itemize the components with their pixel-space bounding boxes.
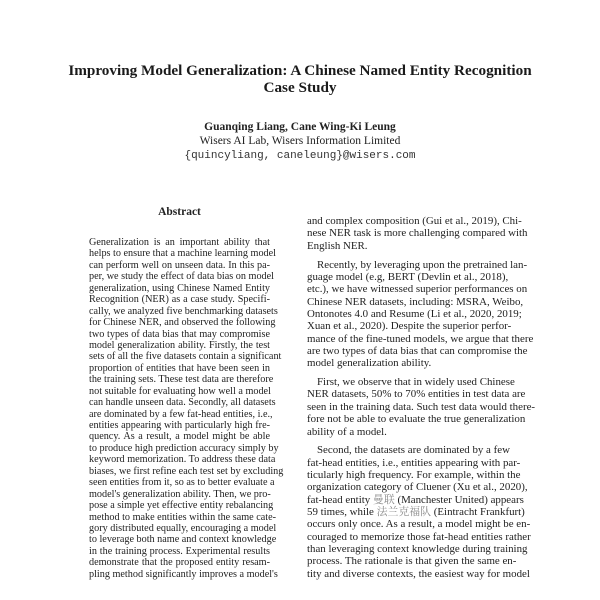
text-line: etc.), we have witnessed superior performances on <box>307 283 528 296</box>
text-line: are dominated by a few fat-head entities, i.e., <box>89 408 273 420</box>
text-line: seen in the training data. Such test data would there- <box>307 400 536 413</box>
text-line: generalization, using Chinese Named Entity <box>89 282 270 294</box>
text-line: proportion of entities that have been seen in <box>89 362 270 374</box>
title-line-2: Case Study <box>263 79 337 96</box>
text-line: Chinese NER datasets, including: MSRA, Weibo, <box>307 295 524 308</box>
text-line: demonstrate that the proposed entity resam- <box>89 557 270 569</box>
text-line: quency. As a result, a model might be able <box>89 431 270 443</box>
text-line: guage model (e.g, BERT (Devlin et al., 2018), <box>307 270 509 283</box>
text-line: cally, we analyzed five benchmarking datasets <box>89 305 278 317</box>
affiliation: Wisers AI Lab, Wisers Information Limited <box>199 135 401 147</box>
text-line: fat-head entities, i.e., entities appearing with par- <box>307 456 521 469</box>
text-line: NER datasets, 50% to 70% entities in test data are <box>307 388 526 401</box>
text-line: occurs only once. As a result, a model might be en- <box>307 518 531 531</box>
text-line: pose a simple yet effective entity rebalancing <box>89 500 274 512</box>
text-line: can perform well on unseen data. In this pa- <box>89 259 270 271</box>
paper-title <box>0 62 600 96</box>
text-line: for Chinese NER, and observed the following <box>89 317 276 329</box>
title-line-1: Improving Model Generalization: A Chinese Named Entity Recognition <box>68 62 532 79</box>
paragraph <box>89 237 284 580</box>
text-line: entities appearing with particularly high fre- <box>89 420 270 431</box>
text-line: can handle unseen data. Secondly, all datasets <box>89 397 276 409</box>
abstract-heading: Abstract <box>158 206 201 218</box>
abstract-body <box>89 237 284 580</box>
paragraph <box>307 258 534 370</box>
chinese-entity: 曼联 <box>372 493 395 506</box>
text-line: Ontonotes 4.0 and Resume (Li et al., 2020, 2019; <box>307 307 522 320</box>
text-line: Recognition (NER) as a case study. Specifi- <box>89 294 270 306</box>
text-line: not suitable for evaluating how well a model <box>89 385 271 397</box>
text-line: couraged to memorize those fat-head entities rather <box>307 530 531 543</box>
text-line: per, we study the effect of data bias on model <box>89 271 274 283</box>
authors: Guanqing Liang, Cane Wing-Ki Leung <box>204 121 396 133</box>
text-line: helps to ensure that a machine learning model <box>89 248 276 260</box>
text-line: gory distributed equally, encouraging a model <box>89 522 277 534</box>
text-line: to produce high prediction accuracy simply by <box>89 442 279 454</box>
text-line: English NER. <box>307 239 368 252</box>
text-line: and complex composition (Gui et al., 2019), Chi- <box>307 215 522 227</box>
text-line: model generalization ability. Firstly, the test <box>89 339 270 351</box>
text-line: keyword memorization. To address these data <box>89 454 276 466</box>
introduction-body <box>307 215 536 580</box>
text-line: nese NER task is more challenging compared with <box>307 227 528 240</box>
text-line: seen entities from it, so as to better evaluate a <box>89 477 275 489</box>
text-line: sets of all the five datasets contain a significant <box>89 351 282 363</box>
text-line: Recently, by leveraging upon the pretrained lan- <box>317 258 528 271</box>
text-line: are two types of data bias that can compromise the <box>307 344 528 357</box>
text-line: to leverage both name and context knowledge <box>89 534 277 546</box>
text-line: the training sets. These test data are therefore <box>89 374 274 386</box>
text-line: method to make entities within the same cate- <box>89 511 276 523</box>
text-line: ability of a model. <box>307 425 387 438</box>
paragraph <box>307 444 531 580</box>
text-line: Generalization is an important ability that <box>89 237 270 248</box>
text-line: process. The rationale is that given the same en- <box>307 555 517 568</box>
paragraph <box>307 215 528 252</box>
chinese-entity: 法兰克福队 <box>376 506 432 519</box>
text-line: pling method significantly improves a model's <box>89 568 278 580</box>
text-line: Second, the datasets are dominated by a few <box>317 444 510 457</box>
email: {quincyliang, caneleung}@wisers.com <box>184 150 416 162</box>
text-line: tity and diverse contexts, the easiest way for model <box>307 567 530 580</box>
text-line: two types of data bias that may compromise <box>89 328 270 340</box>
text-line: than leveraging context knowledge during training <box>307 543 528 556</box>
text-line: Xuan et al., 2020). Despite the superior perfor- <box>307 320 512 333</box>
text-line: model's generalization ability. Then, we pro- <box>89 488 271 500</box>
text-line: in the training process. Experimental results <box>89 545 270 557</box>
text-line: model generalization ability. <box>307 357 432 370</box>
text-line: ticularly high frequency. For example, within the <box>307 469 521 482</box>
text-line: fore not be able to evaluate the true generalization <box>307 413 526 426</box>
paragraph <box>307 376 536 438</box>
text-line: biases, we first refine each test set by excluding <box>89 465 284 477</box>
text-line: 59 times, while 法兰克福队 (Eintracht Frankfurt) <box>307 506 525 519</box>
text-line: mance of the fine-tuned models, we argue that there <box>307 332 534 345</box>
text-line: fat-head entity 曼联 (Manchester United) appears <box>307 493 524 506</box>
text-line: First, we observe that in widely used Chinese <box>317 376 515 389</box>
text-line: organization category of Cluener (Xu et al., 2020), <box>307 481 528 494</box>
